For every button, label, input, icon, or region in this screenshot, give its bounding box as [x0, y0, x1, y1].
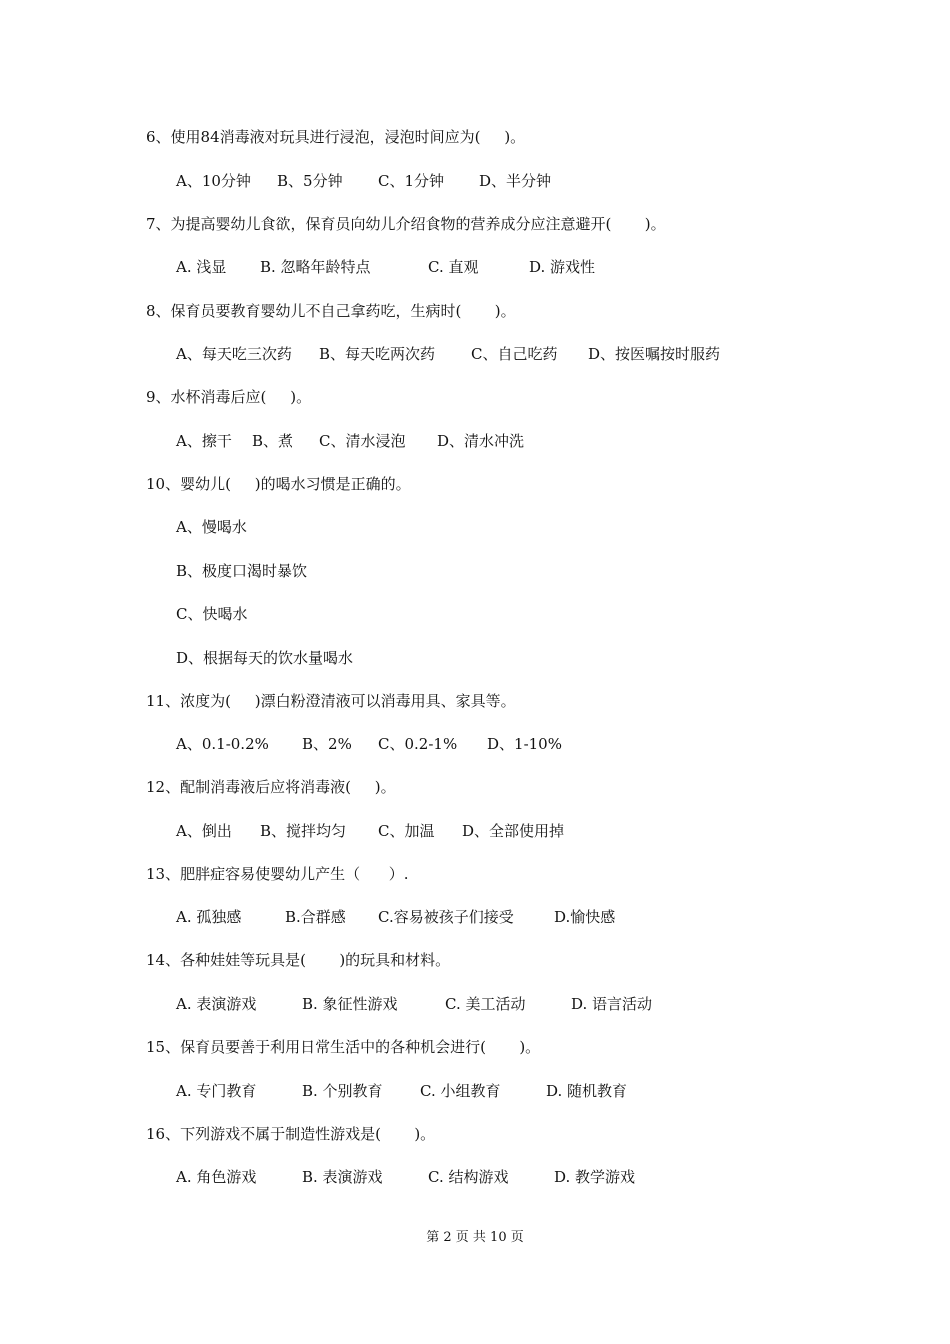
question-stem: 6、使用84消毒液对玩具进行浸泡，浸泡时间应为( )。	[146, 128, 526, 146]
option-c: C、0.2-1%	[378, 735, 458, 753]
option-b: B、搅拌均匀	[260, 822, 347, 840]
option-c: C、1分钟	[378, 172, 445, 190]
option-a: A、慢喝水	[176, 518, 247, 536]
option-d: D、半分钟	[479, 172, 552, 190]
option-a: A、每天吃三次药	[176, 345, 292, 363]
question-stem: 12、配制消毒液后应将消毒液( )。	[146, 778, 396, 796]
option-a: A. 浅显	[176, 258, 227, 276]
option-b: B、煮	[252, 432, 294, 450]
question-stem: 8、保育员要教育婴幼儿不自己拿药吃，生病时( )。	[146, 302, 516, 320]
option-b: B. 个别教育	[302, 1082, 383, 1100]
question-stem: 13、肥胖症容易使婴幼儿产生（ ）.	[146, 865, 409, 883]
question-stem: 11、浓度为( )漂白粉澄清液可以消毒用具、家具等。	[146, 692, 516, 710]
option-b: B. 忽略年龄特点	[260, 258, 371, 276]
option-b: B、极度口渴时暴饮	[176, 562, 308, 580]
option-b: B.合群感	[285, 908, 346, 926]
option-d: D、清水冲洗	[437, 432, 525, 450]
option-c: C、加温	[378, 822, 435, 840]
option-c: C.容易被孩子们接受	[378, 908, 514, 926]
option-d: D、根据每天的饮水量喝水	[176, 649, 354, 667]
option-a: A、0.1-0.2%	[176, 735, 269, 753]
option-c: C、自己吃药	[471, 345, 558, 363]
option-d: D. 教学游戏	[554, 1168, 636, 1186]
option-b: B、2%	[302, 735, 352, 753]
option-d: D、全部使用掉	[462, 822, 565, 840]
option-c: C. 直观	[428, 258, 479, 276]
question-stem: 10、婴幼儿( )的喝水习惯是正确的。	[146, 475, 411, 493]
option-a: A、擦干	[176, 432, 232, 450]
option-b: B、5分钟	[277, 172, 343, 190]
option-a: A. 专门教育	[176, 1082, 257, 1100]
option-a: A. 表演游戏	[176, 995, 257, 1013]
option-b: B. 象征性游戏	[302, 995, 398, 1013]
question-stem: 16、下列游戏不属于制造性游戏是( )。	[146, 1125, 436, 1143]
option-c: C、快喝水	[176, 605, 248, 623]
option-d: D.愉快感	[554, 908, 616, 926]
question-stem: 15、保育员要善于利用日常生活中的各种机会进行( )。	[146, 1038, 541, 1056]
page-footer: 第 2 页 共 10 页	[426, 1230, 524, 1245]
option-d: D、1-10%	[487, 735, 562, 753]
question-stem: 9、水杯消毒后应( )。	[146, 388, 312, 406]
option-a: A. 孤独感	[176, 908, 242, 926]
option-a: A、倒出	[176, 822, 232, 840]
option-a: A. 角色游戏	[176, 1168, 257, 1186]
option-c: C、清水浸泡	[319, 432, 406, 450]
option-c: C. 小组教育	[420, 1082, 501, 1100]
option-c: C. 美工活动	[445, 995, 526, 1013]
option-d: D. 随机教育	[546, 1082, 628, 1100]
option-b: B、每天吃两次药	[319, 345, 436, 363]
option-d: D、按医嘱按时服药	[588, 345, 721, 363]
option-a: A、10分钟	[176, 172, 251, 190]
question-stem: 14、各种娃娃等玩具是( )的玩具和材料。	[146, 951, 451, 969]
option-b: B. 表演游戏	[302, 1168, 383, 1186]
option-d: D. 语言活动	[571, 995, 653, 1013]
option-c: C. 结构游戏	[428, 1168, 509, 1186]
option-d: D. 游戏性	[529, 258, 596, 276]
question-stem: 7、为提高婴幼儿食欲，保育员向幼儿介绍食物的营养成分应注意避开( )。	[146, 215, 666, 233]
